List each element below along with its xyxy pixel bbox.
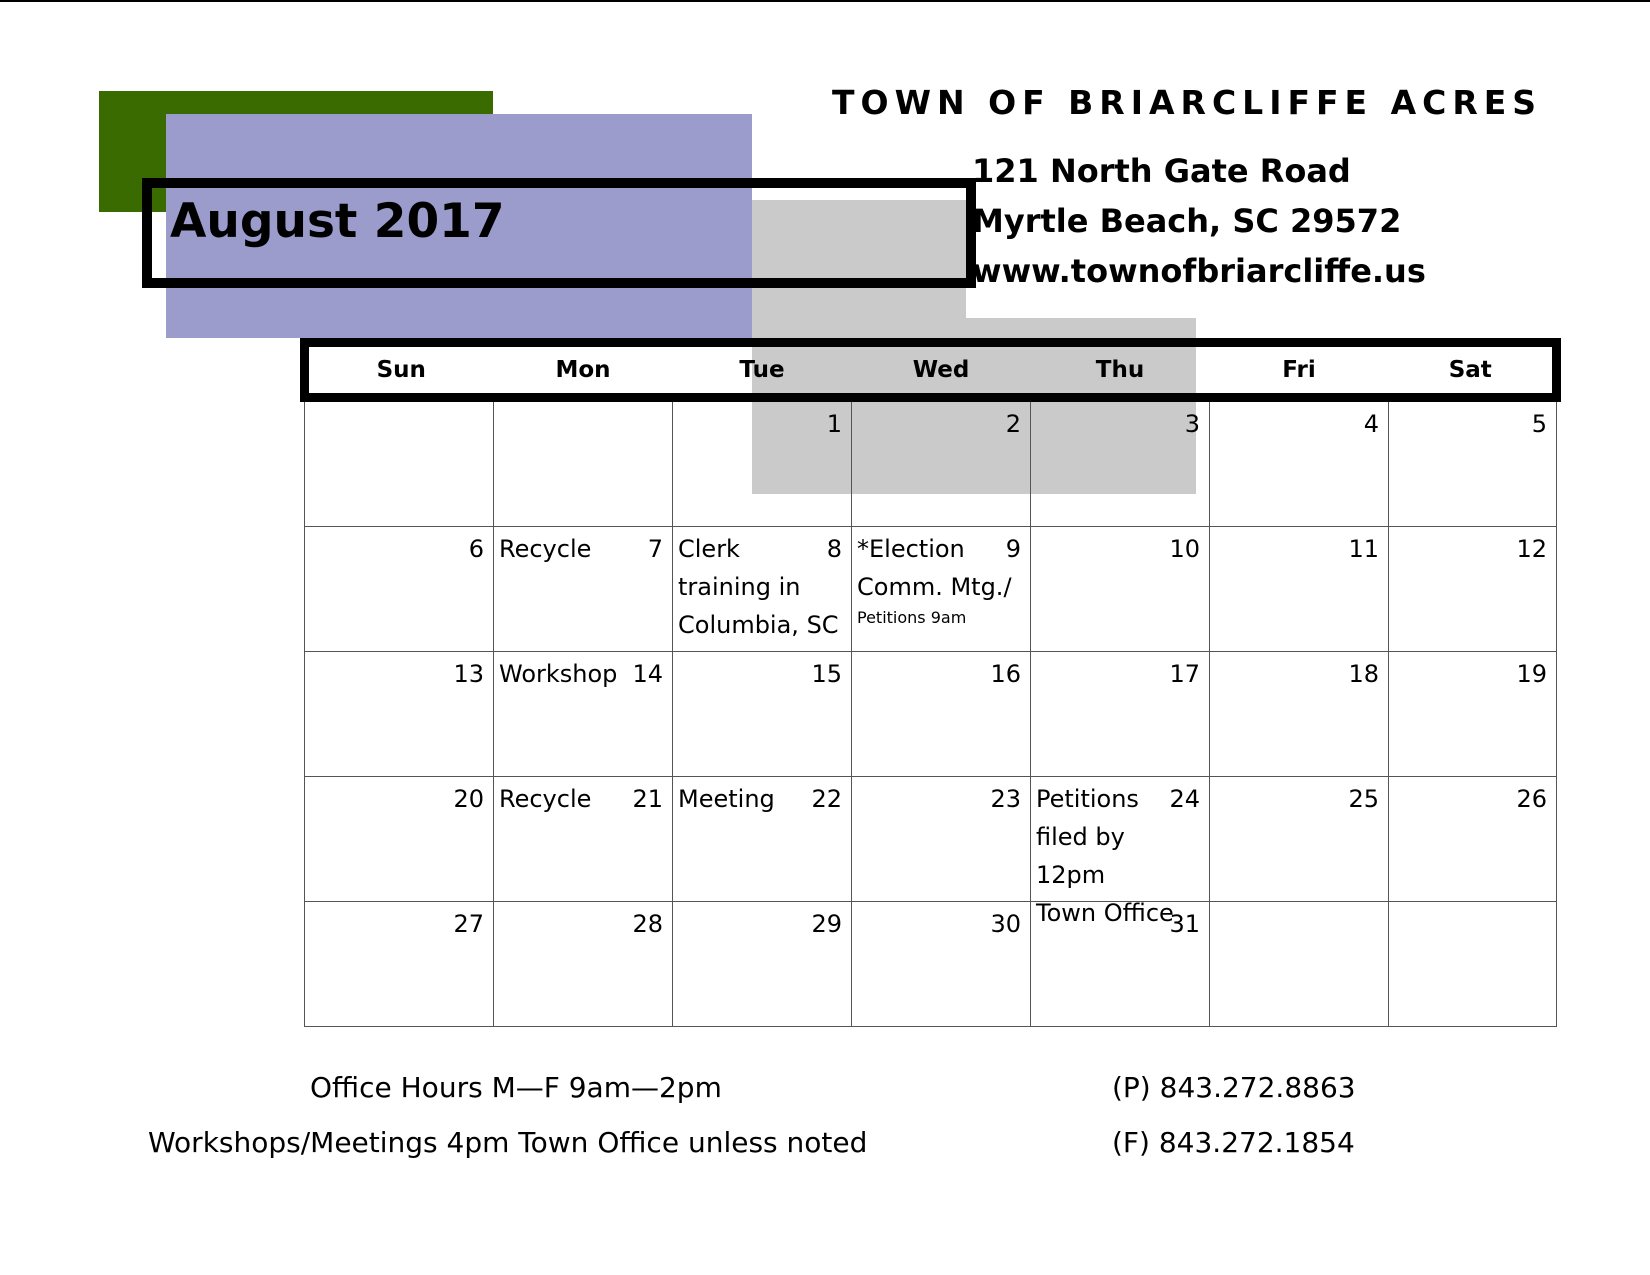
day-cell — [1031, 398, 1210, 527]
day-cell — [305, 777, 494, 902]
day-cell — [673, 398, 852, 527]
day-number: 4 — [1363, 410, 1379, 438]
day-event — [678, 530, 843, 644]
day-cell — [494, 652, 673, 777]
week-row — [305, 527, 1557, 652]
day-cell — [673, 527, 852, 652]
weekday-wed: Wed — [852, 343, 1031, 398]
day-number: 28 — [632, 910, 663, 938]
day-number: 21 — [632, 785, 663, 813]
week-row — [305, 652, 1557, 777]
day-number: 17 — [1169, 660, 1200, 688]
day-cell — [852, 777, 1031, 902]
day-cell — [1389, 902, 1557, 1027]
address-street: 121 North Gate Road — [972, 152, 1351, 190]
day-cell — [305, 902, 494, 1027]
weekday-fri: Fri — [1210, 343, 1389, 398]
day-cell — [1210, 398, 1389, 527]
day-number: 25 — [1348, 785, 1379, 813]
day-cell — [494, 777, 673, 902]
day-number: 7 — [647, 535, 663, 563]
week-row — [305, 398, 1557, 527]
day-cell — [1389, 652, 1557, 777]
day-cell — [1210, 527, 1389, 652]
day-event — [499, 780, 664, 818]
day-number: 12 — [1516, 535, 1547, 563]
day-event-text: Petitions filed by 12pm Town Office — [1036, 785, 1174, 927]
day-cell — [494, 527, 673, 652]
week-row — [305, 902, 1557, 1027]
day-event-text: Meeting — [678, 785, 775, 813]
day-number: 31 — [1169, 910, 1200, 938]
day-cell — [305, 398, 494, 527]
day-number: 15 — [811, 660, 842, 688]
day-cell — [1210, 652, 1389, 777]
address-city: Myrtle Beach, SC 29572 — [972, 202, 1402, 240]
weekday-tue: Tue — [673, 343, 852, 398]
day-number: 14 — [632, 660, 663, 688]
day-number: 10 — [1169, 535, 1200, 563]
day-number: 29 — [811, 910, 842, 938]
weekday-header-row — [305, 343, 1557, 398]
day-cell — [305, 652, 494, 777]
day-event — [499, 655, 664, 693]
top-rule — [0, 0, 1650, 2]
day-number: 1 — [826, 410, 842, 438]
day-cell — [1210, 902, 1389, 1027]
day-number: 18 — [1348, 660, 1379, 688]
day-cell — [1031, 652, 1210, 777]
day-event-subtext: Petitions 9am — [857, 608, 967, 627]
month-title: August 2017 — [170, 194, 505, 249]
day-cell — [1031, 902, 1210, 1027]
day-cell — [494, 902, 673, 1027]
day-cell — [852, 652, 1031, 777]
website-url: www.townofbriarcliffe.us — [972, 252, 1426, 290]
day-cell — [1389, 777, 1557, 902]
weekday-sat: Sat — [1389, 343, 1557, 398]
day-event-text: *Election Comm. Mtg./ — [857, 535, 1012, 601]
phone-number: (P) 843.272.8863 — [1112, 1071, 1356, 1104]
fax-number: (F) 843.272.1854 — [1112, 1126, 1355, 1159]
day-cell — [673, 902, 852, 1027]
day-event-text: Clerk training in Columbia, SC — [678, 535, 839, 639]
office-hours: Office Hours M—F 9am—2pm — [310, 1071, 722, 1104]
day-event — [499, 530, 664, 568]
weekday-sun: Sun — [305, 343, 494, 398]
town-name: TOWN OF BRIARCLIFFE ACRES — [832, 83, 1543, 122]
day-number: 23 — [990, 785, 1021, 813]
day-number: 11 — [1348, 535, 1379, 563]
day-event — [678, 780, 843, 818]
day-cell — [1210, 777, 1389, 902]
day-cell — [494, 398, 673, 527]
day-event-text: Recycle — [499, 785, 592, 813]
day-number: 6 — [468, 535, 484, 563]
day-number: 5 — [1531, 410, 1547, 438]
calendar-grid — [300, 338, 1561, 1027]
day-number: 2 — [1005, 410, 1021, 438]
day-cell — [852, 527, 1031, 652]
day-number: 27 — [453, 910, 484, 938]
day-number: 24 — [1169, 785, 1200, 813]
day-cell — [673, 777, 852, 902]
day-number: 20 — [453, 785, 484, 813]
day-number: 9 — [1005, 535, 1021, 563]
day-cell — [1389, 527, 1557, 652]
week-row — [305, 777, 1557, 902]
day-event — [857, 530, 1022, 630]
day-number: 26 — [1516, 785, 1547, 813]
day-cell — [1389, 398, 1557, 527]
day-number: 16 — [990, 660, 1021, 688]
day-cell — [852, 902, 1031, 1027]
day-event-text: Workshop — [499, 660, 618, 688]
day-cell — [852, 398, 1031, 527]
weekday-mon: Mon — [494, 343, 673, 398]
day-cell — [673, 652, 852, 777]
day-number: 8 — [826, 535, 842, 563]
meetings-note: Workshops/Meetings 4pm Town Office unless noted — [148, 1126, 868, 1159]
day-number: 19 — [1516, 660, 1547, 688]
day-number: 13 — [453, 660, 484, 688]
day-event-text: Recycle — [499, 535, 592, 563]
day-number: 22 — [811, 785, 842, 813]
weekday-thu: Thu — [1031, 343, 1210, 398]
day-number: 30 — [990, 910, 1021, 938]
day-cell — [1031, 527, 1210, 652]
day-number: 3 — [1184, 410, 1200, 438]
day-cell — [305, 527, 494, 652]
